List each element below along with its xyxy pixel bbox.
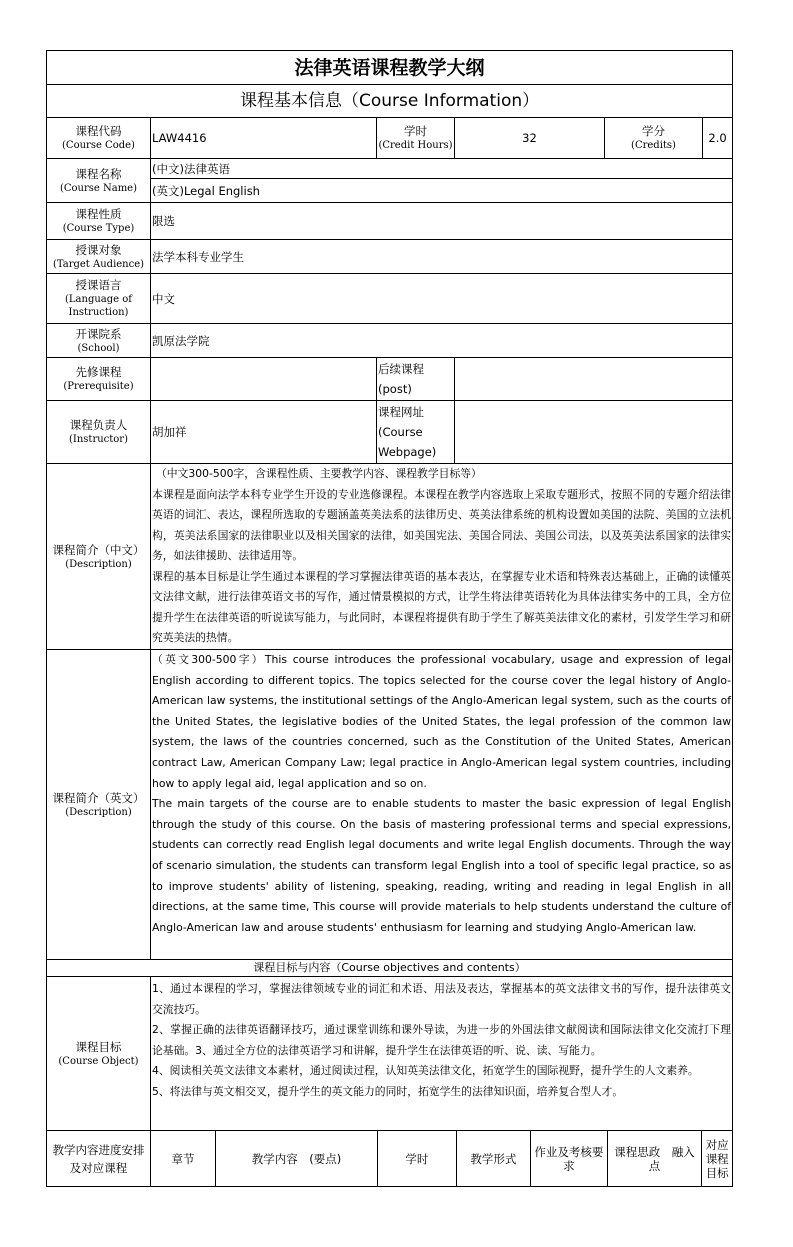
description-cn-label: 课程简介（中文） (Description) — [47, 464, 151, 650]
col-form: 教学形式 — [456, 1131, 531, 1186]
schedule-header-table — [151, 1131, 732, 1186]
col-chapter: 章节 — [151, 1131, 215, 1186]
description-cn-paragraph: 本课程是面向法学本科专业学生开设的专业选修课程。本课程在教学内容选取上采取专题形式，按照不同的专题介绍法律英语的词汇、表达，课程所选取的专题涵盖英美法系的法律历史、英美法律系统的机构设置如美国的法院、美国的立法机构，英美法系国家的法律职业以及相关国家的法律，如美国宪法、美国合同法、美国公司法，以及英美法系国家的法律实务，如法律援助、法律适用等。 — [152, 487, 732, 562]
description-cn-row — [47, 464, 733, 650]
col-ideology: 课程思政 融入点 — [607, 1131, 702, 1186]
col-target: 对应课程目标 — [705, 1137, 729, 1180]
credits-value: 2.0 — [703, 118, 733, 159]
course-code-row — [47, 118, 733, 159]
instructor-label: 课程负责人 (Instructor) — [47, 401, 151, 464]
description-cn-note: （中文300-500字，含课程性质、主要教学内容、课程教学目标等） — [156, 467, 482, 480]
school-label: 开课院系 (School) — [47, 324, 151, 358]
description-en-paragraph: （英文300-500字）This course introduces the professional vocabulary, usage and expression of legal English according to different topics. The topics selected for the course cover the legal history of Anglo-American law systems, the institutional settings of the Anglo-American legal system, such as the courts of the United States, the legislative bodies of the United States, the legal profession of the common law system, the laws of the countries concerned, such as the Constitution of the United States, American contract Law, American Company Law; legal practice in Anglo-American legal system countries, including how to apply legal aid, legal application and so on. — [152, 653, 732, 790]
title-row — [47, 51, 733, 85]
course-name-cn: (中文)法律英语 — [151, 159, 733, 179]
post-course-value — [455, 358, 733, 401]
audience-value: 法学本科专业学生 — [151, 240, 733, 274]
col-hours: 学时 — [378, 1131, 457, 1186]
syllabus-table — [46, 50, 733, 1187]
schedule-label: 教学内容进度安排及对应课程 — [47, 1131, 151, 1187]
objective-item: 5、将法律与英文相交叉，提升学生的英文能力的同时，拓宽学生的法律知识面，培养复合型人才。 — [152, 1084, 624, 1098]
objectives-section-header: 课程目标与内容（Course objectives and contents） — [47, 960, 733, 977]
course-type-value: 限选 — [151, 203, 733, 240]
course-type-label: 课程性质 (Course Type) — [47, 203, 151, 240]
webpage-value — [455, 401, 733, 464]
credits-label: 学分 (Credits) — [605, 118, 703, 159]
language-value: 中文 — [151, 274, 733, 324]
post-course-label: 后续课程(post) — [377, 358, 455, 401]
instructor-row — [47, 401, 733, 464]
credit-hours-label: 学时 (Credit Hours) — [377, 118, 455, 159]
col-homework: 作业及考核要求 — [531, 1131, 608, 1186]
course-name-row-cn — [47, 159, 733, 179]
description-en-label: 课程简介（英文） (Description) — [47, 650, 151, 960]
description-en-text — [151, 650, 733, 960]
credit-hours-value: 32 — [455, 118, 605, 159]
document-title: 法律英语课程教学大纲 — [47, 51, 733, 85]
objectives-header-row — [47, 960, 733, 977]
prereq-value — [151, 358, 377, 401]
audience-label: 授课对象 (Target Audience) — [47, 240, 151, 274]
section-title: 课程基本信息（Course Information） — [47, 85, 733, 118]
school-row — [47, 324, 733, 358]
description-en-row — [47, 650, 733, 960]
description-cn-text — [151, 464, 733, 650]
course-code-label: 课程代码 (Course Code) — [47, 118, 151, 159]
language-label: 授课语言 (Language of Instruction) — [47, 274, 151, 324]
objective-item: 2、掌握正确的法律英语翻译技巧，通过课堂训练和课外导读，为进一步的外国法律文献阅读和国际法律文化交流打下理论基础。3、通过全方位的法律英语学习和讲解，提升学生在法律英语的听、说、读、写能力。 — [152, 1023, 732, 1057]
col-content: 教学内容 (要点) — [215, 1131, 377, 1186]
description-cn-paragraph: 课程的基本目标是让学生通过本课程的学习掌握法律英语的基本表达，在掌握专业术语和特殊表达基础上，正确的读懂英文法律文献，进行法律英语文书的写作，通过情景模拟的方式，让学生将法律英语转化为具体法律实务中的工具，全方位提升学生在法律英语的听说读写能力，与此同时，本课程将提供有助于学生了解英美法律文化的素材，引发学生学习和研究英美法的热情。 — [152, 569, 732, 644]
objective-item: 4、阅读相关英文法律文本素材，通过阅读过程，认知英美法律文化，拓宽学生的国际视野，提升学生的人文素养。 — [152, 1064, 699, 1077]
prereq-label: 先修课程 (Prerequisite) — [47, 358, 151, 401]
description-en-paragraph: The main targets of the course are to enable students to master the basic expression of legal English through the study of this course. On the basis of mastering professional terms and special expressions, students can correctly read English legal documents and write legal English documents. Through the way of scenario simulation, the students can transform legal English into a tool of specific legal practice, so as to improve students' ability of listening, speaking, reading, writing and reading in legal English in all directions, at the same time, This course will provide materials to help students understand the culture of Anglo-American law and arouse students' enthusiasm for learning and studying Anglo-American law. — [152, 797, 732, 934]
webpage-label: 课程网址(Course Webpage) — [377, 401, 455, 464]
course-name-label: 课程名称 (Course Name) — [47, 159, 151, 203]
objective-item: 1、通过本课程的学习，掌握法律领域专业的词汇和术语、用法及表达，掌握基本的英文法律文书的写作，提升法律英文交流技巧。 — [152, 982, 732, 1016]
objectives-label: 课程目标 (Course Object) — [47, 977, 151, 1131]
prereq-row — [47, 358, 733, 401]
audience-row — [47, 240, 733, 274]
objectives-text — [151, 977, 733, 1131]
schedule-header-row — [47, 1131, 733, 1187]
school-value: 凯原法学院 — [151, 324, 733, 358]
instructor-value: 胡加祥 — [151, 401, 377, 464]
course-name-en: (英文)Legal English — [151, 179, 733, 203]
schedule-columns — [151, 1131, 733, 1187]
objectives-row — [47, 977, 733, 1131]
course-type-row — [47, 203, 733, 240]
language-row — [47, 274, 733, 324]
subtitle-row — [47, 85, 733, 118]
course-code-value: LAW4416 — [151, 118, 377, 159]
